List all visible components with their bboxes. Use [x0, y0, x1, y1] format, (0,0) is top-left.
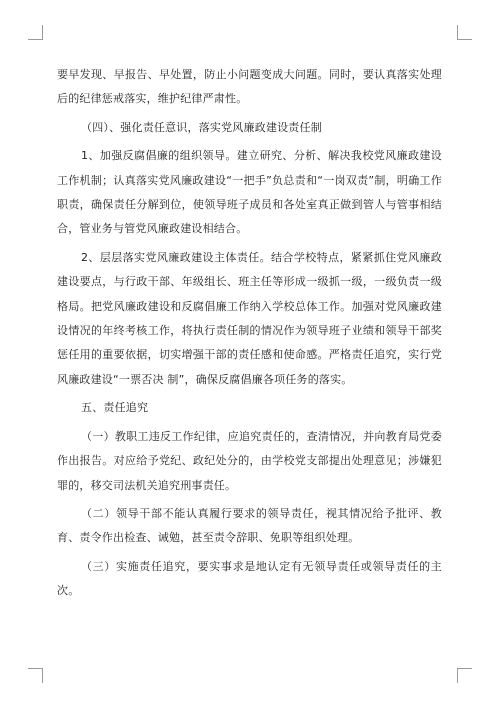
section-heading-four: （四）、强化责任意识，落实党风廉政建设责任制 — [81, 120, 322, 134]
paragraph-continuation: 要早发现、早报告、早处置，防止小问题变成大问题。同时，要认真落实处理后的纪律惩戒落实，维护纪律严肃性。 — [57, 68, 442, 106]
section-heading-five: 五、责任追究 — [81, 401, 149, 415]
crop-mark-bottom-right — [457, 668, 472, 683]
paragraph-accountability-3: （三）实施责任追究，要实事求是地认定有无领导责任或领导责任的主次。 — [57, 559, 442, 598]
paragraph-accountability-2: （二）领导干部不能认真履行要求的领导责任，视其情况给予批评、教育、责令作出检查、诫勉，甚至责令辞职、免职等组织处理。 — [57, 506, 442, 545]
crop-mark-bottom-left — [28, 668, 43, 683]
paragraph-accountability-1: （一）教职工违反工作纪律，应追究责任的，查清情况，并向教育局党委作出报告。对应给予党纪、政纪处分的，由学校党支部提出处理意见；涉嫌犯罪的，移交司法机关追究刑事责任。 — [57, 429, 442, 492]
crop-mark-top-right — [457, 25, 472, 40]
document-body — [57, 63, 442, 604]
crop-mark-top-left — [28, 25, 43, 40]
paragraph-item-2: 2、层层落实党风廉政建设主体责任。结合学校特点，紧紧抓住党风廉政建设要点，与行政干部、年级组长、班主任等形成一级抓一级，一级负责一级格局。把党风廉政建设和反腐倡廉工作纳入学校总体工作。加强对党风廉政建设情况的年终考核工作，将执行责任制的情况作为领导班子业绩和领导干部奖惩任用的重要依据，切实增强干部的责任感和使命感。严格责任追究，实行党风廉政建设“一票否决 制”，确保反腐倡廉各项任务的落实。 — [57, 250, 442, 386]
paragraph-item-1: 1、加强反腐倡廉的组织领导。建立研究、分析、解决我校党风廉政建设工作机制；认真落实党风廉政建设“一把手”负总责和“一岗双责”制，明确工作职责，确保责任分解到位，使领导班子成员和各处室真正做到管人与管事相结 合，管业务与管党风廉政建设相结合。 — [57, 149, 442, 236]
